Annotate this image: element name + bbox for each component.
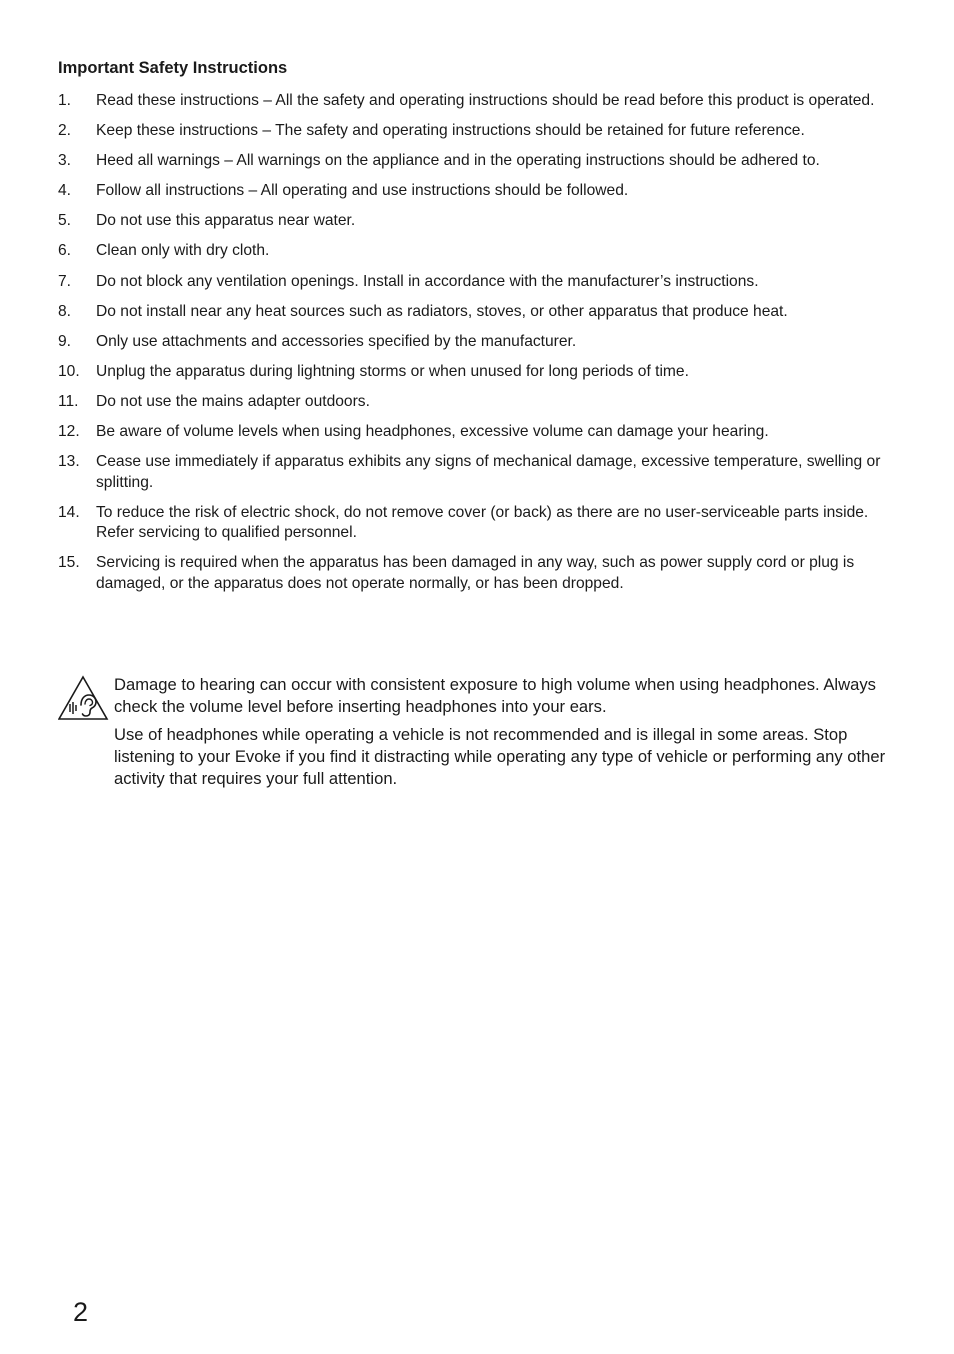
- instruction-number: 11.: [58, 392, 79, 410]
- instruction-item: [58, 392, 898, 413]
- instruction-text: To reduce the risk of electric shock, do not remove cover (or back) as there are no user-serviceable parts inside. Refer servicing to qualified personnel.: [96, 503, 869, 542]
- section-heading: Important Safety Instructions: [58, 59, 288, 77]
- safety-instructions-list: [58, 91, 898, 604]
- instruction-text: Do not install near any heat sources such as radiators, stoves, or other apparatus that produce heat.: [96, 302, 788, 320]
- instruction-item: [58, 211, 898, 232]
- instruction-number: 10.: [58, 362, 80, 380]
- instruction-text: Read these instructions – All the safety and operating instructions should be read before this product is operated.: [96, 92, 875, 109]
- instruction-item: [58, 121, 898, 142]
- instruction-text: Clean only with dry cloth.: [96, 242, 270, 260]
- instruction-item: [58, 362, 898, 383]
- instruction-text: Do not block any ventilation openings. Install in accordance with the manufacturer’s instructions.: [96, 272, 759, 290]
- instruction-number: 12.: [58, 423, 80, 441]
- instruction-item: [58, 151, 898, 172]
- hearing-warning: [58, 674, 898, 796]
- instruction-item: [58, 332, 898, 353]
- page-number: 2: [73, 1297, 89, 1327]
- instruction-number: 9.: [58, 332, 72, 350]
- instruction-number: 5.: [58, 212, 72, 230]
- hearing-warning-icon: [58, 674, 114, 724]
- instruction-text: Follow all instructions – All operating and use instructions should be followed.: [96, 182, 629, 200]
- instruction-number: 1.: [58, 92, 72, 109]
- warning-paragraph: Use of headphones while operating a vehicle is not recommended and is illegal in some areas. Stop listening to your Evoke if you find it distracting while operating any type of vehicle or performing any other activity that requires your full attention.: [114, 725, 886, 788]
- instruction-item: [58, 91, 898, 112]
- instruction-item: [58, 422, 898, 443]
- instruction-text: Do not use the mains adapter outdoors.: [96, 392, 370, 410]
- warning-paragraph: Damage to hearing can occur with consistent exposure to high volume when using headphones. Always check the volume level before inserting headphones into your ears.: [114, 675, 876, 716]
- instruction-text: Be aware of volume levels when using headphones, excessive volume can damage your hearing.: [96, 423, 769, 441]
- instruction-text: Servicing is required when the apparatus has been damaged in any way, such as power supply cord or plug is damaged, or the apparatus does not operate normally, or has been dropped.: [96, 554, 855, 592]
- instruction-item: [58, 553, 898, 594]
- instruction-number: 6.: [58, 242, 72, 260]
- instruction-number: 13.: [58, 453, 80, 471]
- instruction-text: Cease use immediately if apparatus exhibits any signs of mechanical damage, excessive temperature, swelling or splitting.: [96, 453, 881, 491]
- instruction-item: [58, 181, 898, 202]
- instruction-number: 15.: [58, 554, 80, 572]
- warning-text: [114, 674, 898, 796]
- instruction-item: [58, 241, 898, 262]
- instruction-number: 3.: [58, 152, 72, 170]
- instruction-number: 14.: [58, 503, 80, 521]
- instruction-item: [58, 272, 898, 293]
- instruction-number: 4.: [58, 182, 72, 200]
- instruction-number: 2.: [58, 122, 72, 140]
- instruction-number: 8.: [58, 302, 72, 320]
- instruction-text: Do not use this apparatus near water.: [96, 212, 356, 230]
- instruction-item: [58, 302, 898, 323]
- instruction-item: [58, 503, 898, 544]
- instruction-text: Only use attachments and accessories specified by the manufacturer.: [96, 332, 577, 350]
- instruction-text: Unplug the apparatus during lightning storms or when unused for long periods of time.: [96, 362, 689, 380]
- instruction-number: 7.: [58, 272, 72, 290]
- instruction-item: [58, 452, 898, 493]
- instruction-text: Heed all warnings – All warnings on the appliance and in the operating instructions should be adhered to.: [96, 152, 820, 170]
- instruction-text: Keep these instructions – The safety and operating instructions should be retained for future reference.: [96, 122, 805, 140]
